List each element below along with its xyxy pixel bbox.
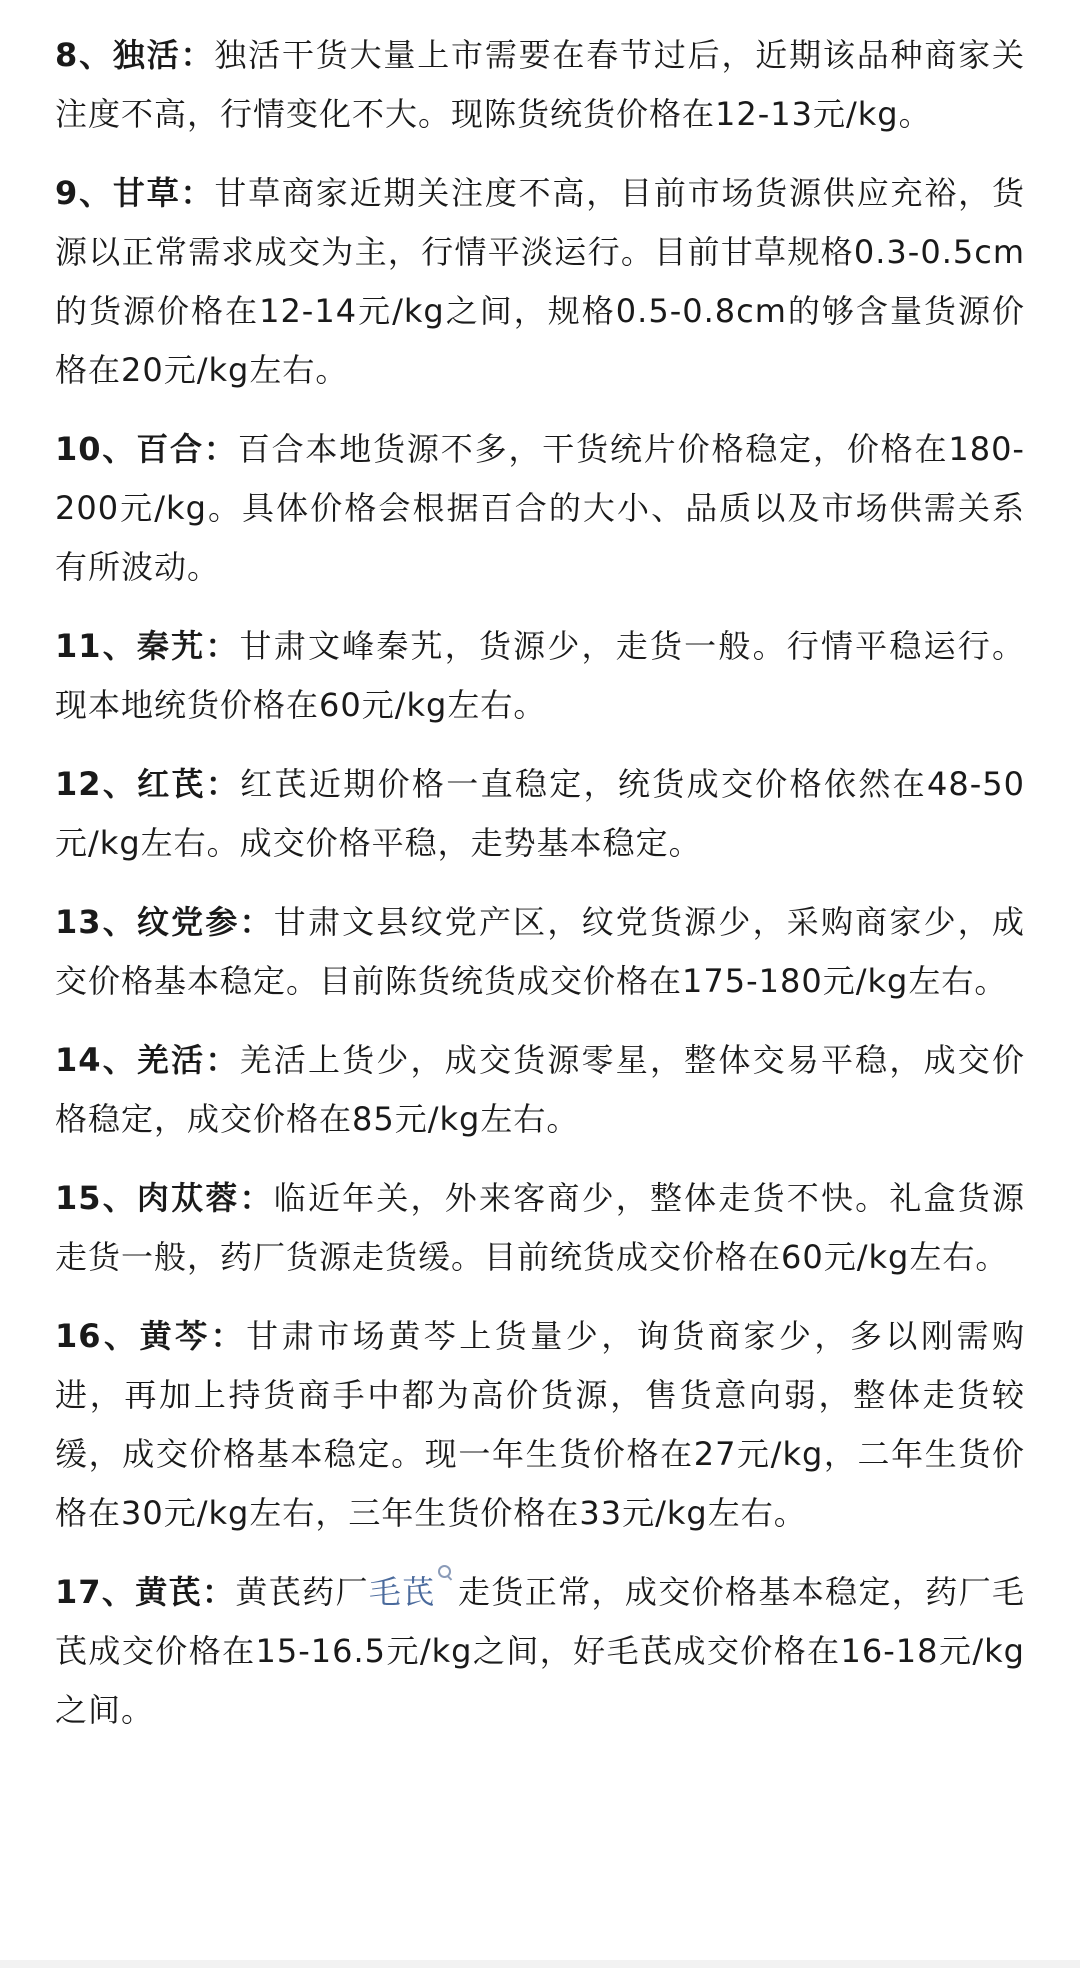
entry-hongqi (55, 755, 1025, 873)
entry-text: 红芪近期价格一直稳定，统货成交价格依然在48-50元/kg左右。成交价格平稳，走势基本稳定。 (55, 765, 1025, 862)
entry-title: 12、红芪： (55, 765, 241, 803)
entry-title: 8、独活： (55, 36, 215, 74)
entry-title: 15、肉苁蓉： (55, 1179, 274, 1217)
entry-roucongrong (55, 1169, 1025, 1287)
entry-gancao (55, 164, 1025, 400)
entry-title: 16、黄芩： (55, 1317, 247, 1355)
entry-text: 羌活上货少，成交货源零星，整体交易平稳，成交价格稳定，成交价格在85元/kg左右。 (55, 1041, 1025, 1138)
entry-title: 11、秦艽： (55, 627, 240, 665)
entry-qinjiao (55, 617, 1025, 735)
entry-text: 黄芪药厂 (235, 1573, 369, 1611)
entry-text: 甘肃文峰秦艽，货源少，走货一般。行情平稳运行。现本地统货价格在60元/kg左右。 (55, 627, 1025, 724)
bottom-divider (0, 1960, 1080, 1968)
entry-baihe (55, 420, 1025, 597)
keyword-search-link[interactable]: 毛芪 (368, 1573, 436, 1611)
entry-text: 独活干货大量上市需要在春节过后，近期该品种商家关注度不高，行情变化不大。现陈货统货价格在12-13元/kg。 (55, 36, 1025, 133)
entry-text: 甘肃市场黄芩上货量少，询货商家少，多以刚需购进，再加上持货商手中都为高价货源，售货意向弱，整体走货较缓，成交价格基本稳定。现一年生货价格在27元/kg，二年生货价格在30元/kg左右，三年生货价格在33元/kg左右。 (55, 1317, 1025, 1532)
entry-title: 13、纹党参： (55, 903, 274, 941)
entry-text: 甘肃文县纹党产区，纹党货源少，采购商家少，成交价格基本稳定。目前陈货统货成交价格在175-180元/kg左右。 (55, 903, 1025, 1000)
entry-title: 17、黄芪： (55, 1573, 236, 1611)
entry-wendangshen (55, 893, 1025, 1011)
entry-text: 走货正常，成交价格基本稳定，药厂毛芪成交价格在15-16.5元/kg之间，好毛芪成交价格在16-18元/kg之间。 (55, 1573, 1025, 1729)
entry-title: 14、羌活： (55, 1041, 240, 1079)
article-body (55, 26, 1025, 1760)
entry-qianghuo (55, 1031, 1025, 1149)
entry-text: 百合本地货源不多，干货统片价格稳定，价格在180-200元/kg。具体价格会根据百合的大小、品质以及市场供需关系有所波动。 (55, 430, 1025, 586)
entry-text: 甘草商家近期关注度不高，目前市场货源供应充裕，货源以正常需求成交为主，行情平淡运行。目前甘草规格0.3-0.5cm的货源价格在12-14元/kg之间，规格0.5-0.8cm的够含量货源价格在20元/kg左右。 (55, 174, 1025, 389)
entry-title: 9、甘草： (55, 174, 215, 212)
entry-huangqi (55, 1563, 1025, 1740)
entry-text: 临近年关，外来客商少，整体走货不快。礼盒货源走货一般，药厂货源走货缓。目前统货成交价格在60元/kg左右。 (55, 1179, 1025, 1276)
entry-title: 10、百合： (55, 430, 238, 468)
search-icon[interactable] (438, 1565, 452, 1579)
entry-duhuo (55, 26, 1025, 144)
entry-huangqin (55, 1307, 1025, 1543)
